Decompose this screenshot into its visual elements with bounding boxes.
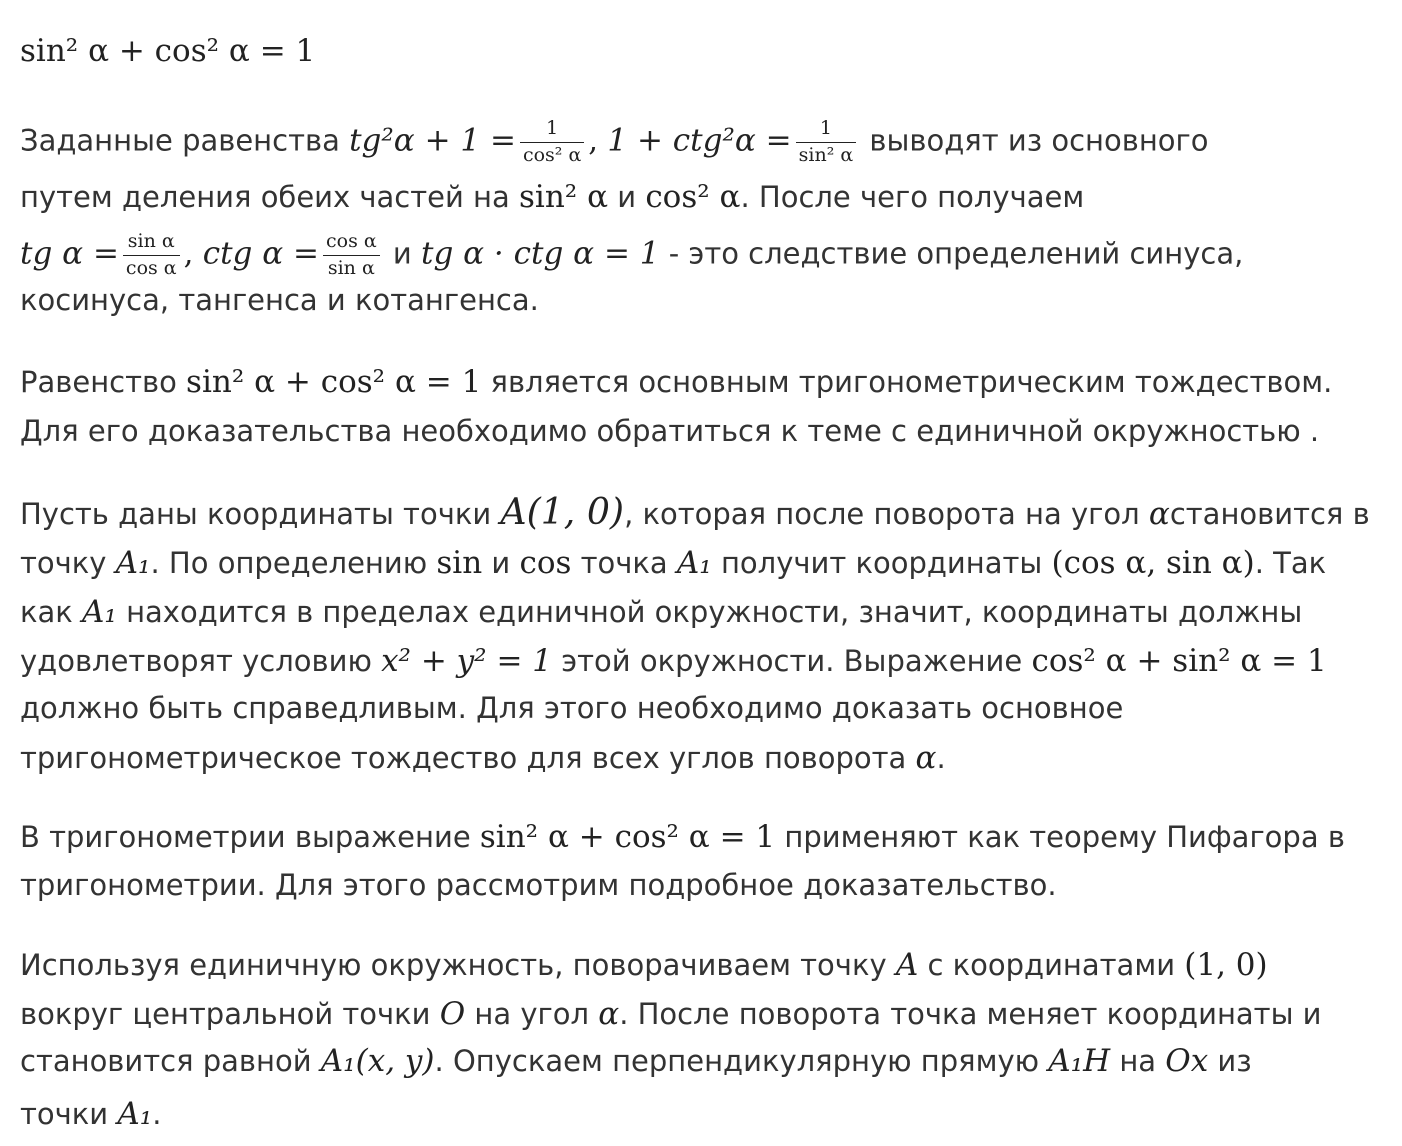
- identity-heading: [20, 33, 316, 69]
- identity-reversed: cos² α + sin² α = 1: [1031, 643, 1327, 679]
- point-a1: A₁: [117, 1096, 153, 1132]
- identity-inline: sin² α + cos² α = 1: [186, 364, 482, 400]
- point-a1: A₁: [82, 594, 117, 630]
- fraction-sin-over-cos: [123, 231, 180, 280]
- p6-line-4: [20, 1096, 162, 1132]
- text: Для его доказательства необходимо обратиться к теме с единичной окружностью .: [20, 414, 1320, 448]
- p2-line-1: [20, 118, 1209, 167]
- numerator: cos α: [323, 231, 380, 256]
- text: и: [608, 180, 646, 214]
- p5-line-1: [20, 819, 1345, 855]
- text: - это следствие определений синуса,: [659, 236, 1244, 271]
- text: тригонометрическое тождество для всех углов поворота: [20, 741, 916, 775]
- text: является основным тригонометрическим тождеством.: [481, 365, 1333, 399]
- comma: ,: [588, 122, 599, 159]
- text: вокруг центральной точки: [20, 997, 440, 1031]
- text: удовлетворят условию: [20, 644, 382, 678]
- circle-equation: x² + y² = 1: [381, 643, 553, 679]
- tg-alpha-formula: tg α =: [20, 235, 119, 272]
- denominator: sin α: [327, 256, 375, 279]
- cos-sq-alpha: cos² α: [645, 179, 741, 215]
- p4-line-1: [20, 490, 1370, 533]
- point-a-coords: A(1, 0): [500, 490, 625, 533]
- point-a1-xy: A₁(x, y): [320, 1043, 435, 1079]
- ctg-sq-formula: 1 + ctg²α =: [607, 122, 792, 159]
- text: точки: [20, 1097, 118, 1131]
- text: путем деления обеих частей на: [20, 180, 519, 214]
- text: .: [152, 1097, 162, 1131]
- text: с координатами: [918, 948, 1185, 982]
- p4-line-4: [20, 643, 1327, 679]
- cos-symbol: cos: [519, 545, 572, 581]
- fraction-one-over-sin-sq: [796, 118, 857, 167]
- text: . По определению: [150, 546, 437, 580]
- denominator: cos² α: [522, 143, 582, 166]
- p2-line-2: [20, 179, 1085, 215]
- text: на угол: [465, 997, 599, 1031]
- text: Равенство: [20, 365, 187, 399]
- text: тригонометрии. Для этого рассмотрим подробное доказательство.: [20, 868, 1057, 902]
- alpha-symbol: α: [1148, 496, 1170, 532]
- alpha-symbol: α: [915, 740, 937, 776]
- text: получит координаты: [711, 546, 1052, 580]
- line-a1h: A₁H: [1048, 1043, 1111, 1079]
- point-a1: A₁: [115, 545, 151, 581]
- text: Пусть даны координаты точки: [20, 497, 501, 531]
- sin-symbol: sin: [436, 545, 483, 581]
- text: косинуса, тангенса и котангенса.: [20, 283, 539, 317]
- coords-cos-sin: (cos α, sin α): [1051, 545, 1255, 581]
- text: находится в пределах единичной окружности, значит, координаты должны: [116, 595, 1303, 629]
- text: .: [936, 741, 946, 775]
- p4-line-5: [20, 691, 1124, 725]
- comma: ,: [183, 235, 194, 272]
- text: становится в: [1169, 497, 1370, 531]
- text: , которая после поворота на угол: [624, 497, 1149, 531]
- p2-line-3: [20, 231, 1243, 280]
- point-a1: A₁: [676, 545, 712, 581]
- p5-line-2: [20, 868, 1057, 902]
- alpha-symbol: α: [598, 996, 620, 1032]
- denominator: sin² α: [798, 143, 854, 166]
- fraction-one-over-cos-sq: [520, 118, 584, 167]
- text: выводят из основного: [860, 123, 1209, 158]
- p6-line-1: [20, 947, 1268, 983]
- text: . Опускаем перпендикулярную прямую: [434, 1044, 1049, 1078]
- p6-line-2: [20, 996, 1322, 1032]
- text: Используя единичную окружность, поворачиваем точку: [20, 948, 896, 982]
- text: . После поворота точка меняет координаты и: [619, 997, 1322, 1031]
- text: становится равной: [20, 1044, 321, 1078]
- text: В тригонометрии выражение: [20, 820, 480, 854]
- text: . Так: [1254, 546, 1327, 580]
- axis-ox: Ox: [1165, 1043, 1209, 1079]
- text: и: [383, 236, 421, 271]
- numerator: 1: [796, 118, 857, 143]
- p4-line-2: [20, 545, 1327, 581]
- text: применяют как теорему Пифагора в: [775, 820, 1345, 854]
- text: и: [482, 546, 520, 580]
- text: должно быть справедливым. Для этого необходимо доказать основное: [20, 691, 1124, 725]
- identity-inline: sin² α + cos² α = 1: [479, 819, 776, 855]
- numerator: 1: [520, 118, 584, 143]
- text: точка: [571, 546, 677, 580]
- p3-line-2: [20, 414, 1320, 448]
- fraction-cos-over-sin: [323, 231, 380, 280]
- denominator: cos α: [125, 256, 177, 279]
- text: . После чего получаем: [740, 180, 1085, 214]
- p2-line-4: [20, 283, 539, 317]
- tg-sq-formula: tg²α + 1 =: [349, 122, 516, 159]
- text: этой окружности. Выражение: [552, 644, 1032, 678]
- text: как: [20, 595, 83, 629]
- sin-sq-alpha: sin² α: [519, 179, 609, 215]
- text: точку: [20, 546, 116, 580]
- point-a: A: [895, 947, 919, 983]
- point-o: O: [439, 996, 466, 1032]
- text: из: [1208, 1044, 1252, 1078]
- p4-line-3: [20, 594, 1303, 630]
- ctg-alpha-formula: ctg α =: [202, 235, 319, 272]
- p3-line-1: [20, 364, 1333, 400]
- numerator: sin α: [123, 231, 180, 256]
- text: на: [1110, 1044, 1166, 1078]
- identity-formula: sin² α + cos² α = 1: [20, 33, 316, 69]
- tg-ctg-product: tg α · ctg α = 1: [420, 235, 660, 272]
- text: Заданные равенства: [20, 123, 350, 158]
- p4-line-6: [20, 740, 946, 776]
- p6-line-3: [20, 1043, 1252, 1079]
- pair-1-0: (1, 0): [1184, 947, 1268, 983]
